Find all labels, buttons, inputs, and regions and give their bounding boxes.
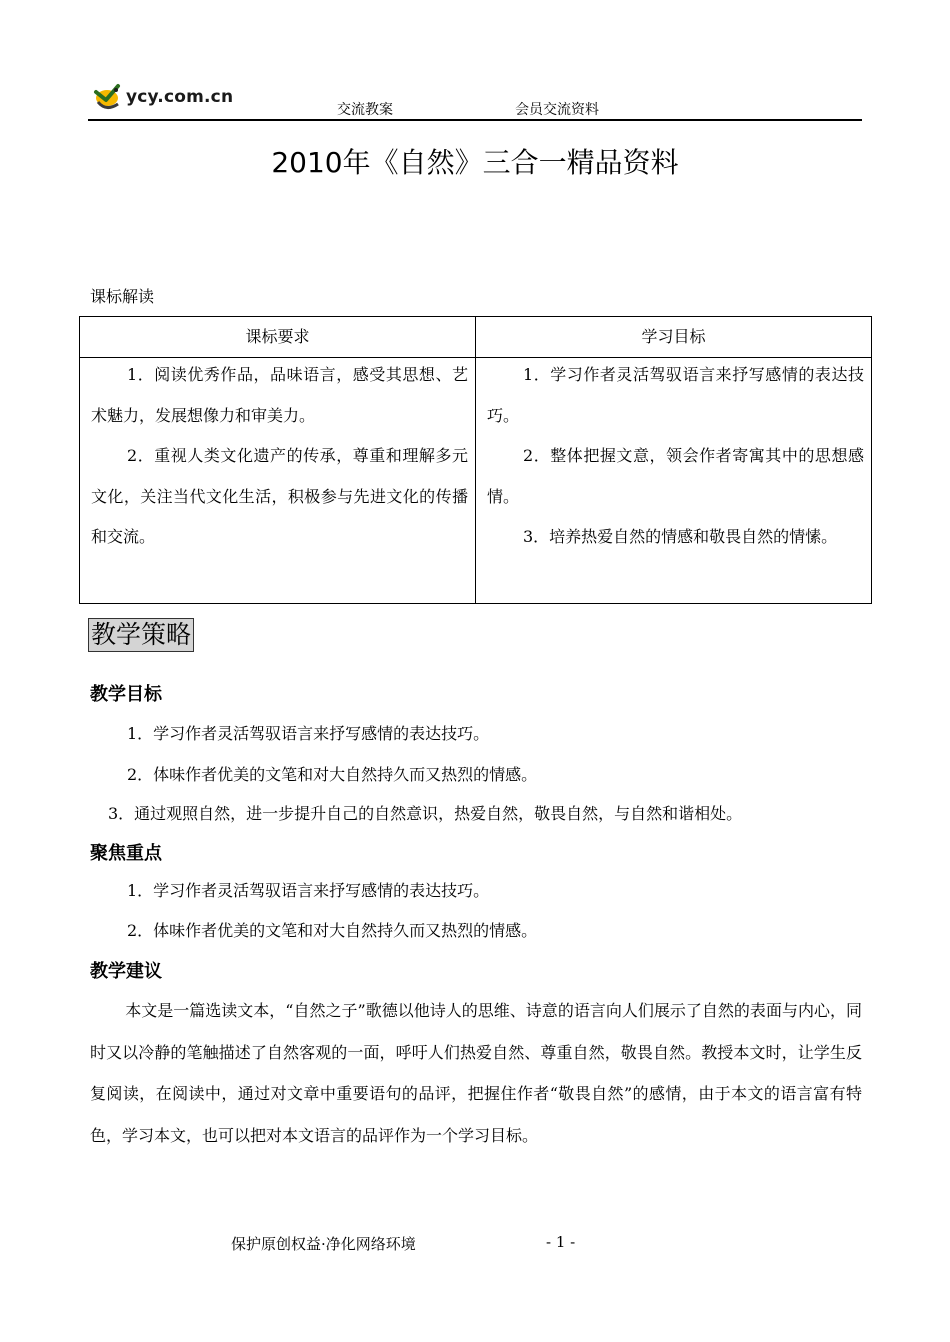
- teaching-goal-item: 2．体味作者优美的文笔和对大自然持久而又热烈的情感。: [127, 765, 538, 784]
- document-title: 2010年《自然》三合一精品资料: [271, 146, 679, 179]
- requirement-item: 2．重视人类文化遗产的传承，尊重和理解多元文化，关注当代文化生活，积极参与先进文化的传播和交流。: [91, 446, 468, 546]
- site-logo[interactable]: [92, 78, 252, 116]
- page-number: - 1 -: [546, 1233, 576, 1251]
- table-cell-goals: [487, 355, 864, 558]
- table-column-divider: [475, 317, 476, 603]
- goal-item: 2．整体把握文意，领会作者寄寓其中的思想感情。: [487, 446, 864, 506]
- footer-slogan: 保护原创权益·净化网络环境: [231, 1235, 416, 1253]
- teaching-goals-heading: 教学目标: [90, 684, 162, 705]
- bird-logo-icon: [92, 78, 128, 116]
- teaching-goal-item: 3．通过观照自然，进一步提升自己的自然意识，热爱自然，敬畏自然，与自然和谐相处。: [108, 804, 743, 823]
- advice-heading: 教学建议: [90, 961, 162, 982]
- table-header-requirements: 课标要求: [245, 327, 310, 346]
- strategy-heading: 教学策略: [88, 618, 194, 652]
- focus-item: 1．学习作者灵活驾驭语言来抒写感情的表达技巧。: [127, 881, 490, 900]
- focus-item: 2．体味作者优美的文笔和对大自然持久而又热烈的情感。: [127, 921, 538, 940]
- table-header-goals: 学习目标: [641, 327, 706, 346]
- logo-text: ycy.com.cn: [126, 87, 234, 107]
- requirement-item: 1．阅读优秀作品，品味语言，感受其思想、艺术魅力，发展想像力和审美力。: [91, 365, 468, 425]
- header-link-lesson-plans[interactable]: 交流教案: [337, 102, 393, 118]
- advice-text: 本文是一篇选读文本，“自然之子”歌德以他诗人的思维、诗意的语言向人们展示了自然的表面与内心，同时又以冷静的笔触描述了自然客观的一面，呼吁人们热爱自然、尊重自然，敬畏自然。教授本文时，让学生反复阅读，在阅读中，通过对文章中重要语句的品评，把握住作者“敬畏自然”的感情，由于本文的语言富有特色，学习本文，也可以把对本文语言的品评作为一个学习目标。: [90, 1001, 862, 1145]
- teaching-goal-item: 1．学习作者灵活驾驭语言来抒写感情的表达技巧。: [127, 724, 490, 743]
- focus-heading: 聚焦重点: [90, 843, 162, 864]
- section-label: 课标解读: [90, 287, 155, 306]
- goal-item: 3．培养热爱自然的情感和敬畏自然的情愫。: [523, 527, 838, 546]
- advice-paragraph: [90, 990, 862, 1156]
- header-link-member-materials[interactable]: 会员交流资料: [515, 102, 599, 118]
- header-divider: [88, 119, 862, 121]
- table-cell-requirements: [91, 355, 468, 558]
- goal-item: 1．学习作者灵活驾驭语言来抒写感情的表达技巧。: [487, 365, 864, 425]
- curriculum-table: [79, 316, 872, 604]
